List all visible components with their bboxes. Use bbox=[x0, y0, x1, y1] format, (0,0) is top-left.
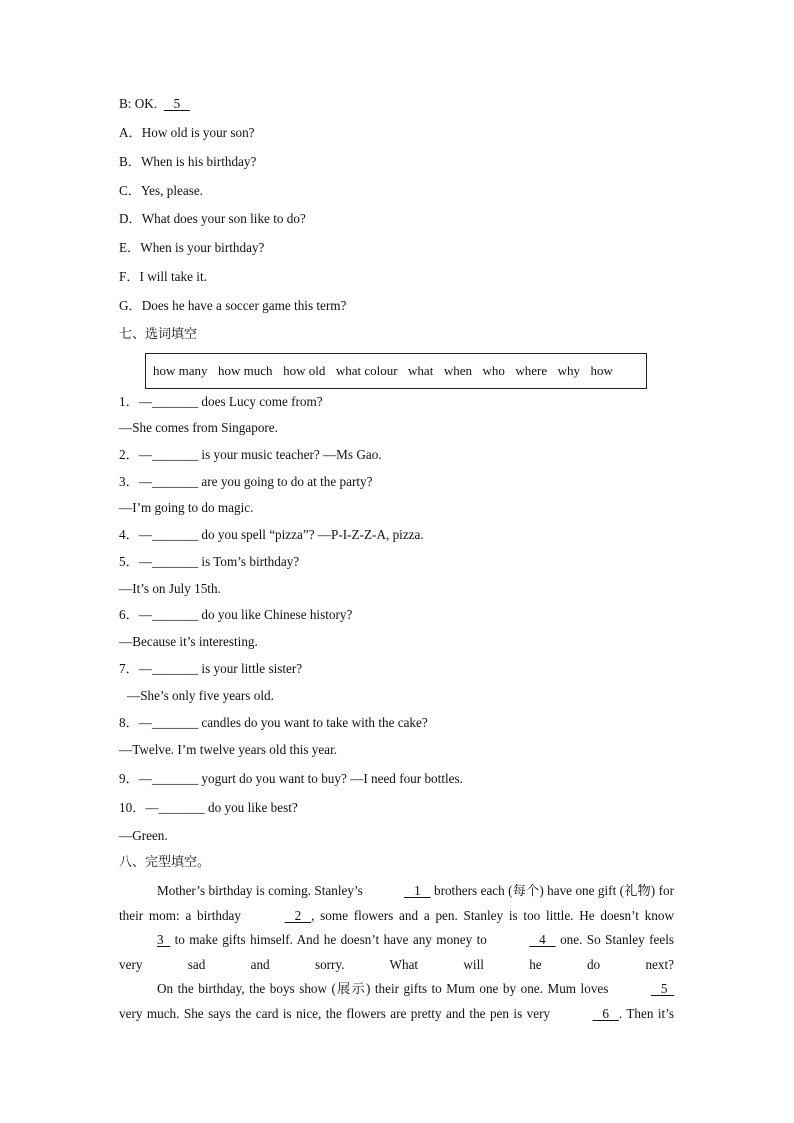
word-bank-item: what colour bbox=[335, 363, 398, 378]
cloze-blank-3: 3 bbox=[157, 932, 171, 947]
option-b: B．When is his birthday? bbox=[119, 154, 257, 169]
answer-1: —She comes from Singapore. bbox=[119, 420, 278, 435]
question-4: 4．—_______ do you spell “pizza”? —P-I-Z-Z-A, pizza. bbox=[119, 527, 424, 542]
cloze-paragraph-2: On the birthday, the boys show (展示) their gifts to Mum one by one. Mum loves 5 very much. She says the card is nice, the flowers are pretty and the pen is very 6 . Then it’s bbox=[119, 977, 674, 1026]
dialogue-last-line: B: OK. 5 bbox=[119, 96, 190, 112]
question-6: 6．—_______ do you like Chinese history? bbox=[119, 607, 353, 622]
option-g: G．Does he have a soccer game this term? bbox=[119, 298, 347, 313]
question-2: 2．—_______ is your music teacher? —Ms Gao. bbox=[119, 447, 382, 462]
section-8-title: 八、完型填空。 bbox=[119, 855, 211, 870]
cloze-blank-1: 1 bbox=[404, 883, 431, 898]
answer-3: —I’m going to do magic. bbox=[119, 500, 254, 515]
word-bank-item: where bbox=[515, 363, 548, 378]
word-bank bbox=[145, 353, 647, 389]
answer-10: —Green. bbox=[119, 828, 168, 843]
answer-6: —Because it’s interesting. bbox=[119, 634, 258, 649]
answer-8: —Twelve. I’m twelve years old this year. bbox=[119, 742, 338, 757]
cloze-blank-5: 5 bbox=[650, 981, 674, 996]
word-bank-item: who bbox=[482, 363, 505, 378]
word-bank-item: how old bbox=[283, 363, 326, 378]
cloze-blank-4: 4 bbox=[529, 932, 556, 947]
answer-5: —It’s on July 15th. bbox=[119, 581, 221, 596]
option-f: F．I will take it. bbox=[119, 269, 207, 284]
question-10: 10．—_______ do you like best? bbox=[119, 800, 298, 815]
answer-7: —She’s only five years old. bbox=[127, 688, 274, 703]
question-3: 3．—_______ are you going to do at the party? bbox=[119, 474, 373, 489]
word-bank-item: how much bbox=[218, 363, 273, 378]
word-bank-item: what bbox=[408, 363, 434, 378]
cloze-blank-2: 2 bbox=[284, 907, 312, 923]
option-a: A．How old is your son? bbox=[119, 125, 255, 140]
blank-5: 5 bbox=[173, 96, 181, 111]
question-7: 7．—_______ is your little sister? bbox=[119, 661, 303, 676]
option-c: C．Yes, please. bbox=[119, 183, 204, 198]
option-d: D．What does your son like to do? bbox=[119, 211, 306, 226]
cloze-paragraph-1: Mother’s birthday is coming. Stanley’s 1 brothers each (每个) have one gift (礼物) for their mom: a birthday 2 , some flowers and a pen. Stanley is too little. He doesn’t know 3 to make gifts himself. And he doesn’t have any money to 4 one. So Stanley feels very sad and sorry. What will he do next? bbox=[119, 879, 674, 977]
question-5: 5．—_______ is Tom’s birthday? bbox=[119, 554, 300, 569]
question-8: 8．—_______ candles do you want to take with the cake? bbox=[119, 715, 428, 730]
question-1: 1．—_______ does Lucy come from? bbox=[119, 394, 323, 409]
question-9: 9．—_______ yogurt do you want to buy? —I need four bottles. bbox=[119, 771, 463, 786]
word-bank-item: how many bbox=[153, 363, 208, 378]
cloze-blank-6: 6 bbox=[592, 1005, 619, 1021]
section-7-title: 七、选词填空 bbox=[119, 327, 198, 342]
word-bank-item: when bbox=[443, 363, 472, 378]
option-e: E．When is your birthday? bbox=[119, 240, 265, 255]
word-bank-item: how bbox=[590, 363, 613, 378]
word-bank-item: why bbox=[557, 363, 581, 378]
